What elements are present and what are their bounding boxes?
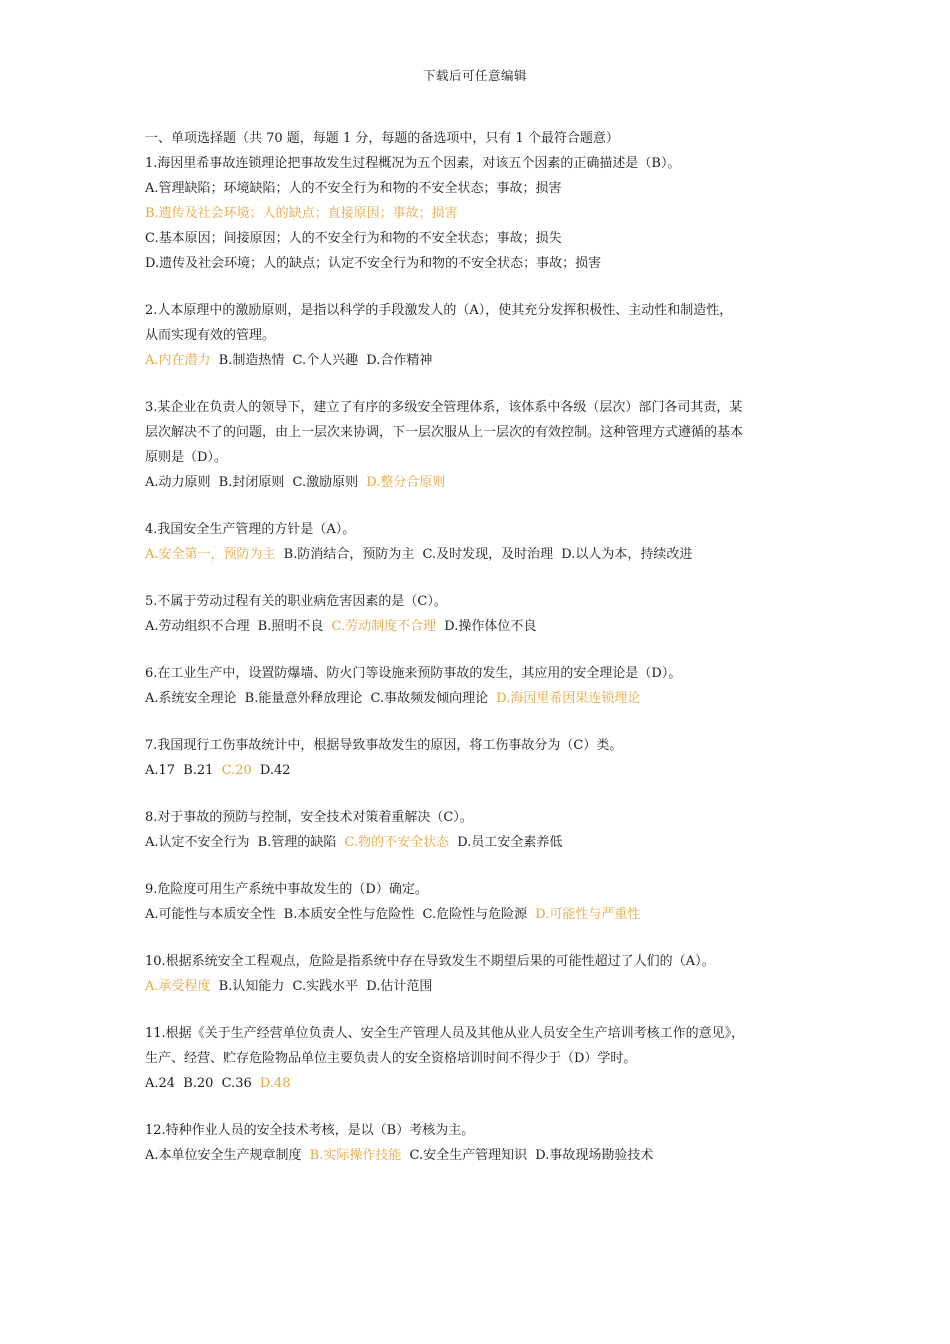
question-12 — [145, 1118, 815, 1168]
question-6 — [145, 661, 815, 711]
question-stem: 6.在工业生产中，设置防爆墙、防火门等设施来预防事故的发生，其应用的安全理论是（D）。 — [145, 666, 682, 681]
question-stem: 8.对于事故的预防与控制，安全技术对策着重解决（C）。 — [145, 810, 473, 825]
option-a: A.动力原则 — [145, 475, 211, 490]
question-stem: 4.我国安全生产管理的方针是（A）。 — [145, 522, 356, 537]
option-c: C.实践水平 — [292, 979, 359, 994]
option-b: B.制造热情 — [218, 353, 285, 368]
question-stem: 5.不属于劳动过程有关的职业病危害因素的是（C）。 — [145, 594, 447, 609]
option-a: A.本单位安全生产规章制度 — [145, 1148, 302, 1163]
option-a-correct: A.安全第一，预防为主 — [145, 547, 276, 562]
question-stem-line: 层次解决不了的问题，由上一层次来协调，下一层次服从上一层次的有效控制。这种管理方式遵循的基本 — [145, 425, 744, 440]
options-row — [145, 614, 815, 639]
option-c: C.安全生产管理知识 — [409, 1148, 528, 1163]
option-d: D.操作体位不良 — [444, 619, 537, 634]
option-a-correct: A.内在潜力 — [145, 353, 211, 368]
options-row — [145, 974, 815, 999]
question-stem: 12.特种作业人员的安全技术考核，是以（B）考核为主。 — [145, 1123, 475, 1138]
options-row — [145, 1071, 815, 1096]
options-row — [145, 686, 815, 711]
option-d: D.合作精神 — [366, 353, 433, 368]
section-title: 一、单项选择题（共 70 题，每题 1 分，每题的备选项中，只有 1 个最符合题意） — [145, 131, 619, 146]
options-row — [145, 348, 815, 373]
option-b: B.本质安全性与危险性 — [283, 907, 415, 922]
option-b: B.照明不良 — [257, 619, 324, 634]
option-c-correct: C.20 — [221, 763, 252, 778]
option-c: C.36 — [221, 1076, 252, 1091]
option-c: C.事故频发倾向理论 — [370, 691, 489, 706]
option-a: A.可能性与本质安全性 — [145, 907, 276, 922]
option-b: B.封闭原则 — [218, 475, 285, 490]
option-b: B.认知能力 — [218, 979, 285, 994]
question-stem-line: 2.人本原理中的激励原则，是指以科学的手段激发人的（A），使其充分发挥积极性、主动性和制造性， — [145, 303, 733, 318]
option-b: B.21 — [183, 763, 214, 778]
option-b: B.能量意外释放理论 — [244, 691, 363, 706]
question-3 — [145, 395, 815, 495]
option-d-correct: D.48 — [259, 1076, 291, 1091]
option-d-correct: D.海因里希因果连锁理论 — [496, 691, 641, 706]
question-4 — [145, 517, 815, 567]
option-d-correct: D.可能性与严重性 — [535, 907, 641, 922]
question-stem-line: 3.某企业在负责人的领导下，建立了有序的多级安全管理体系，该体系中各级（层次）部门各司其责，某 — [145, 400, 743, 415]
option-a: A.管理缺陷；环境缺陷；人的不安全行为和物的不安全状态；事故；损害 — [145, 181, 562, 196]
option-d: D.42 — [259, 763, 291, 778]
question-stem: 1.海因里希事故连锁理论把事故发生过程概况为五个因素，对该五个因素的正确描述是（B）。 — [145, 156, 681, 171]
question-7 — [145, 733, 815, 783]
options-row — [145, 830, 815, 855]
question-stem-line: 从而实现有效的管理。 — [145, 328, 276, 343]
option-d: D.以人为本，持续改进 — [561, 547, 693, 562]
question-1 — [145, 151, 815, 276]
options-row — [145, 758, 815, 783]
options-row — [145, 1143, 815, 1168]
option-b: B.防消结合，预防为主 — [283, 547, 415, 562]
option-c: C.基本原因；间接原因；人的不安全行为和物的不安全状态；事故；损失 — [145, 231, 562, 246]
question-stem-line: 原则是（D）。 — [145, 450, 227, 465]
option-d-correct: D.整分合原则 — [366, 475, 446, 490]
options-row — [145, 470, 815, 495]
options-row — [145, 902, 815, 927]
question-5 — [145, 589, 815, 639]
option-a: A.24 — [145, 1076, 176, 1091]
question-stem-line: 11.根据《关于生产经营单位负责人、安全生产管理人员及其他从业人员安全生产培训考核工作的意见》， — [145, 1026, 745, 1041]
option-a: A.17 — [145, 763, 176, 778]
question-stem: 10.根据系统安全工程观点，危险是指系统中存在导致发生不期望后果的可能性超过了人们的（A）。 — [145, 954, 715, 969]
option-c: C.危险性与危险源 — [422, 907, 528, 922]
option-a-correct: A.承受程度 — [145, 979, 211, 994]
option-b: B.20 — [183, 1076, 214, 1091]
question-11 — [145, 1021, 815, 1096]
question-9 — [145, 877, 815, 927]
option-d: D.遗传及社会环境；人的缺点；认定不安全行为和物的不安全状态；事故；损害 — [145, 256, 602, 271]
question-stem-line: 生产、经营、贮存危险物品单位主要负责人的安全资格培训时间不得少于（D）学时。 — [145, 1051, 637, 1066]
question-2 — [145, 298, 815, 373]
options-row — [145, 542, 815, 567]
option-a: A.系统安全理论 — [145, 691, 237, 706]
option-d: D.事故现场勘验技术 — [535, 1148, 654, 1163]
question-stem: 7.我国现行工伤事故统计中，根据导致事故发生的原因，将工伤事故分为（C）类。 — [145, 738, 623, 753]
option-a: A.认定不安全行为 — [145, 835, 250, 850]
option-c: C.激励原则 — [292, 475, 359, 490]
question-10 — [145, 949, 815, 999]
option-b: B.管理的缺陷 — [257, 835, 337, 850]
document-body — [145, 126, 815, 1168]
option-b-correct: B.遗传及社会环境；人的缺点；直接原因；事故；损害 — [145, 206, 458, 221]
option-c: C.及时发现，及时治理 — [422, 547, 554, 562]
question-stem: 9.危险度可用生产系统中事故发生的（D）确定。 — [145, 882, 428, 897]
page-header-note: 下载后可任意编辑 — [422, 68, 527, 83]
option-c: C.个人兴趣 — [292, 353, 359, 368]
option-a: A.劳动组织不合理 — [145, 619, 250, 634]
option-d: D.估计范围 — [366, 979, 433, 994]
option-c-correct: C.物的不安全状态 — [344, 835, 450, 850]
option-c-correct: C.劳动制度不合理 — [331, 619, 437, 634]
question-8 — [145, 805, 815, 855]
option-b-correct: B.实际操作技能 — [309, 1148, 402, 1163]
option-d: D.员工安全素养低 — [457, 835, 563, 850]
